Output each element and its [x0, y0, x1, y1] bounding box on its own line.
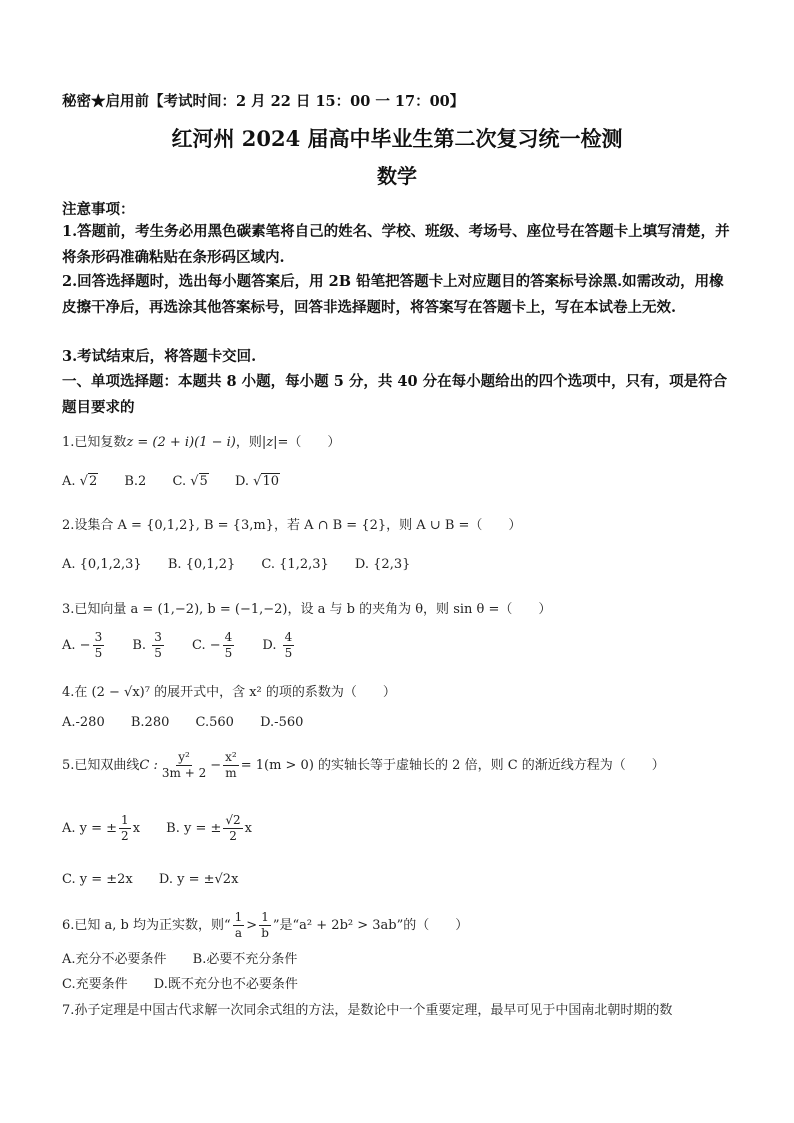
q1-option-b: B.2: [124, 474, 147, 489]
q5-option-b-fraction: [223, 813, 242, 844]
q3-option-b-fraction: [152, 630, 164, 661]
q4-option-a: A.-280: [62, 715, 105, 730]
q5-fraction-1: [160, 750, 208, 781]
question-5-options-row-1: [62, 813, 274, 844]
q3-option-c-fraction: [223, 630, 235, 661]
q3-option-d-label: D.: [262, 638, 277, 653]
q1-option-a-label: A.: [62, 474, 76, 489]
q3-option-d: [262, 630, 296, 661]
q2-option-c: C. {1,2,3}: [261, 557, 329, 572]
question-4-stem: 4.在 (2 − √x)⁷ 的展开式中，含 x² 的项的系数为（ ）: [62, 685, 396, 700]
q3-option-b-label: B.: [132, 638, 147, 653]
q5-stem-suffix: = 1(m > 0) 的实轴长等于虚轴长的 2 倍，则 C 的渐近线方程为（ ）: [240, 758, 665, 773]
q5-option-d: D. y = ±√2x: [158, 872, 239, 887]
question-6-options-row-2: [62, 973, 320, 992]
q1-stem-suffix: =（ ）: [277, 435, 341, 450]
q5-minus: −: [210, 758, 222, 773]
q5-option-a-label: A. y = ±: [62, 821, 118, 836]
q1-stem-prefix: 1.已知复数: [62, 435, 127, 450]
notice-heading: 注意事项：: [62, 201, 135, 218]
q1-option-a: A. √2: [62, 474, 98, 489]
q6-fraction-2: [259, 910, 271, 941]
question-6-stem: [62, 910, 468, 941]
q3-option-b: [132, 630, 165, 661]
q5-option-a-numerator: 1: [121, 813, 129, 827]
question-2-stem: 2.设集合 A = {0,1,2}, B = {3,m}，若 A ∩ B = {2}，则 A ∪ B =（ ）: [62, 518, 522, 533]
q5-option-b-numerator: √2: [225, 813, 241, 827]
q3-option-d-denominator: 5: [284, 646, 293, 660]
question-1-options: [62, 474, 302, 489]
q6-fraction-1-numerator: 1: [234, 910, 243, 924]
q1-option-c-label: C.: [172, 474, 187, 489]
q3-option-a-denominator: 5: [94, 646, 103, 660]
q6-fraction-1: [233, 910, 245, 941]
q5-option-b-tail: x: [244, 821, 253, 836]
q5-option-b-denominator: 2: [229, 829, 237, 843]
exam-title: 红河州 2024 届高中毕业生第二次复习统一检测: [171, 126, 623, 151]
q6-fraction-2-denominator: b: [261, 926, 269, 940]
question-4-options: [62, 715, 325, 730]
q5-option-b-label: B. y = ±: [166, 821, 222, 836]
q3-option-a-numerator: 3: [94, 630, 103, 644]
q6-fraction-1-denominator: a: [234, 926, 243, 940]
q5-option-a-fraction: [119, 813, 131, 844]
q3-option-c-denominator: 5: [224, 646, 233, 660]
question-2-options: [62, 557, 432, 572]
q1-expression: z = (2 + i)(1 − i): [126, 435, 236, 450]
question-5-options-row-2: [62, 872, 260, 887]
notice-item-2: 2.回答选择题时，选出每小题答案后，用 2B 铅笔把答题卡上对应题目的答案标号涂黑.如需改动，用橡皮擦干净后，再选涂其他答案标号，回答非选择题时，将答案写在答题卡上，写在本试卷上无效.: [62, 273, 724, 316]
q3-option-c-sign: −: [209, 638, 221, 653]
q5-fraction-1-numerator: y²: [178, 750, 190, 764]
question-3-options: [62, 630, 318, 661]
q6-option-d: D.既不充分也不必要条件: [153, 977, 298, 992]
q6-greater-than: >: [246, 918, 258, 933]
notice-item-1: 1.答题前，考生务必用黑色碳素笔将自己的姓名、学校、班级、考场号、座位号在答题卡上填写清楚，并将条形码准确粘贴在条形码区域内.: [62, 223, 730, 266]
q3-option-a: [62, 630, 106, 661]
question-1-stem: [62, 431, 340, 450]
q1-abs: |z|: [261, 435, 278, 450]
q4-option-c: C.560: [195, 715, 234, 730]
q2-option-a: A. {0,1,2,3}: [62, 557, 142, 572]
q5-fraction-2: [223, 750, 239, 781]
q1-option-d-radicand: 10: [262, 474, 280, 489]
q1-option-c-radicand: 5: [199, 474, 208, 489]
q6-stem-suffix: ”是“a² + 2b² > 3ab”的（ ）: [272, 918, 469, 933]
q5-option-c: C. y = ±2x: [62, 872, 133, 887]
q1-option-d-label: D.: [234, 474, 250, 489]
q3-option-b-denominator: 5: [154, 646, 162, 660]
q3-option-a-label: A.: [62, 638, 76, 653]
q5-fraction-1-denominator: 3m + 2: [161, 766, 207, 780]
q3-option-d-numerator: 4: [284, 630, 293, 644]
q6-stem-prefix: 6.已知 a, b 均为正实数，则“: [62, 918, 231, 933]
q6-fraction-2-numerator: 1: [261, 910, 269, 924]
exam-subject: 数学: [377, 164, 417, 188]
exam-secret-line: 秘密★启用前【考试时间：2 月 22 日 15：00 一 17：00】: [62, 93, 465, 110]
q1-option-d: D. √10: [234, 474, 280, 489]
q5-stem-prefix: 5.已知双曲线: [62, 758, 140, 773]
question-6-options-row-1: [62, 948, 319, 967]
q3-option-d-fraction: [283, 630, 295, 661]
q2-option-d: D. {2,3}: [354, 557, 411, 572]
q2-option-b: B. {0,1,2}: [167, 557, 236, 572]
q3-option-b-numerator: 3: [154, 630, 162, 644]
question-5-stem: [62, 750, 665, 781]
section-1-heading: 一、单项选择题：本题共 8 小题，每小题 5 分，共 40 分在每小题给出的四个选项中，只有，项是符合题目要求的: [62, 373, 728, 416]
q5-option-a: [62, 813, 140, 844]
q6-option-c: C.充要条件: [62, 977, 128, 992]
notice-item-3: 3.考试结束后，将答题卡交回.: [62, 348, 257, 365]
q5-fraction-2-numerator: x²: [225, 750, 237, 764]
q3-option-a-fraction: [93, 630, 105, 661]
q3-option-c-numerator: 4: [224, 630, 233, 644]
q3-option-a-sign: −: [79, 638, 91, 653]
q6-option-b: B.必要不充分条件: [192, 952, 298, 967]
q1-stem-mid: ，则: [235, 435, 262, 450]
q1-option-c: C. √5: [172, 474, 208, 489]
q5-option-a-denominator: 2: [121, 829, 129, 843]
q1-option-a-radicand: 2: [88, 474, 98, 489]
q4-option-d: D.-560: [260, 715, 304, 730]
q5-option-a-tail: x: [132, 821, 141, 836]
q6-option-a: A.充分不必要条件: [62, 952, 167, 967]
q5-curve-name: C :: [139, 758, 158, 773]
question-7-stem: 7.孙子定理是中国古代求解一次同余式组的方法，是数论中一个重要定理，最早可见于中国南北朝时期的数: [62, 1003, 673, 1018]
q3-option-c-label: C.: [191, 638, 206, 653]
q3-option-c: [192, 630, 236, 661]
q5-fraction-2-denominator: m: [225, 766, 237, 780]
q4-option-b: B.280: [130, 715, 170, 730]
question-3-stem: 3.已知向量 a = (1,−2), b = (−1,−2)，设 a 与 b 的夹角为 θ，则 sin θ =（ ）: [62, 602, 552, 617]
q5-option-b: [166, 813, 252, 844]
